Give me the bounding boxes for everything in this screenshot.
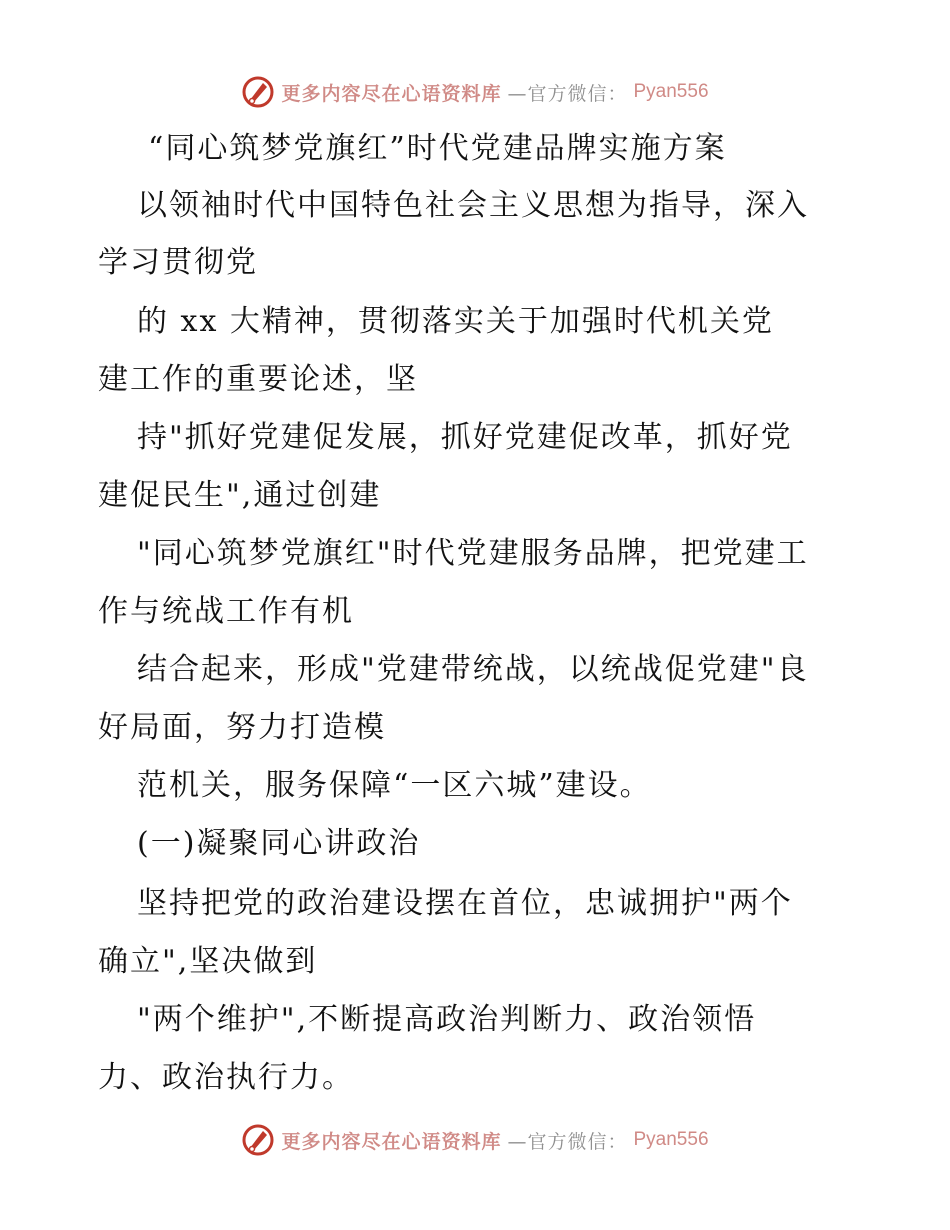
paragraph-line: 的 xx 大精神，贯彻落实关于加强时代机关党 xyxy=(137,304,774,339)
paragraph-line: 坚持把党的政治建设摆在首位，忠诚拥护"两个 xyxy=(137,886,793,921)
watermark-footer xyxy=(0,1118,950,1162)
paragraph-line: 范机关，服务保障“一区六城”建设。 xyxy=(137,768,652,803)
paragraph-line: 以领袖时代中国特色社会主义思想为指导，深入 xyxy=(137,188,809,223)
watermark-contact-id: Pyan556 xyxy=(633,1129,709,1150)
section-heading: (一)凝聚同心讲政治 xyxy=(137,826,421,861)
paragraph-line: 建工作的重要论述，坚 xyxy=(98,362,418,397)
watermark-contact-text: —官方微信： xyxy=(507,1130,628,1153)
paragraph-line: 结合起来，形成"党建带统战，以统战促党建"良 xyxy=(137,652,809,687)
paragraph-line: 好局面，努力打造模 xyxy=(98,710,386,745)
watermark-brand-text: 更多内容尽在心语资料库 xyxy=(281,1130,502,1153)
paragraph-line: "同心筑梦党旗红"时代党建服务品牌，把党建工 xyxy=(137,536,809,571)
watermark-contact-text: —官方微信： xyxy=(507,82,628,105)
paragraph-line: 持"抓好党建促发展，抓好党建促改革，抓好党 xyxy=(137,420,793,455)
logo-icon xyxy=(241,1123,275,1157)
document-title: “同心筑梦党旗红”时代党建品牌实施方案 xyxy=(148,131,727,166)
paragraph-line: 建促民生",通过创建 xyxy=(98,478,382,513)
watermark-brand-text: 更多内容尽在心语资料库 xyxy=(281,82,502,105)
paragraph-line: "两个维护",不断提高政治判断力、政治领悟 xyxy=(137,1002,757,1037)
paragraph-line: 力、政治执行力。 xyxy=(98,1060,354,1095)
paragraph-line: 学习贯彻党 xyxy=(98,245,258,280)
watermark-contact-id: Pyan556 xyxy=(633,81,709,102)
paragraph-line: 确立",坚决做到 xyxy=(98,944,318,979)
paragraph-line: 作与统战工作有机 xyxy=(98,594,354,629)
